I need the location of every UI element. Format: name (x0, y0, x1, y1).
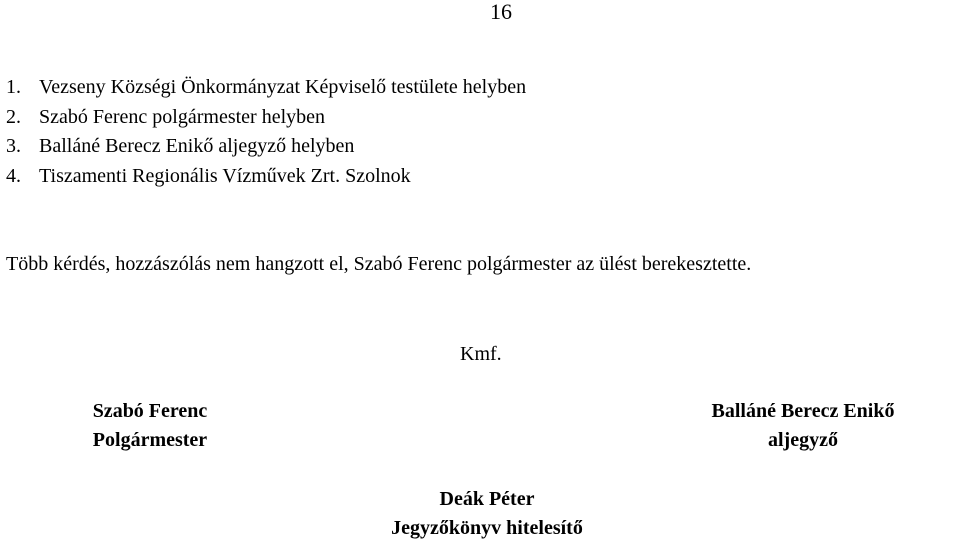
signature-deputy-notary (674, 397, 932, 455)
list-item-number: 2. (6, 105, 21, 128)
list-item-number: 3. (6, 135, 21, 157)
distribution-list (6, 73, 526, 191)
signature-name: Balláné Berecz Enikő (711, 400, 895, 422)
signature-name: Szabó Ferenc (92, 400, 208, 422)
signature-name: Deák Péter (439, 488, 535, 510)
list-item-text: Szabó Ferenc polgármester helyben (39, 105, 326, 128)
list-item (6, 162, 526, 192)
list-item-number: 4. (6, 164, 21, 187)
closing-paragraph: Több kérdés, hozzászólás nem hangzott el, Szabó Ferenc polgármester az ülést berekesztette. (6, 253, 752, 275)
list-item-text: Tiszamenti Regionális Vízművek Zrt. Szolnok (39, 164, 411, 187)
list-item (6, 132, 526, 162)
signature-mayor (58, 397, 242, 455)
signature-title: aljegyző (768, 429, 838, 451)
signature-title: Polgármester (92, 429, 208, 451)
list-item-number: 1. (6, 76, 21, 98)
page-number: 16 (490, 0, 512, 24)
list-item-text: Balláné Berecz Enikő aljegyző helyben (39, 135, 355, 157)
list-item (6, 73, 526, 103)
list-item (6, 103, 526, 133)
kmf-label: Kmf. (460, 343, 502, 365)
signature-title: Jegyzőkönyv hitelesítő (391, 517, 583, 539)
signature-authenticator (346, 485, 628, 543)
list-item-text: Vezseny Községi Önkormányzat Képviselő testülete helyben (39, 76, 527, 98)
